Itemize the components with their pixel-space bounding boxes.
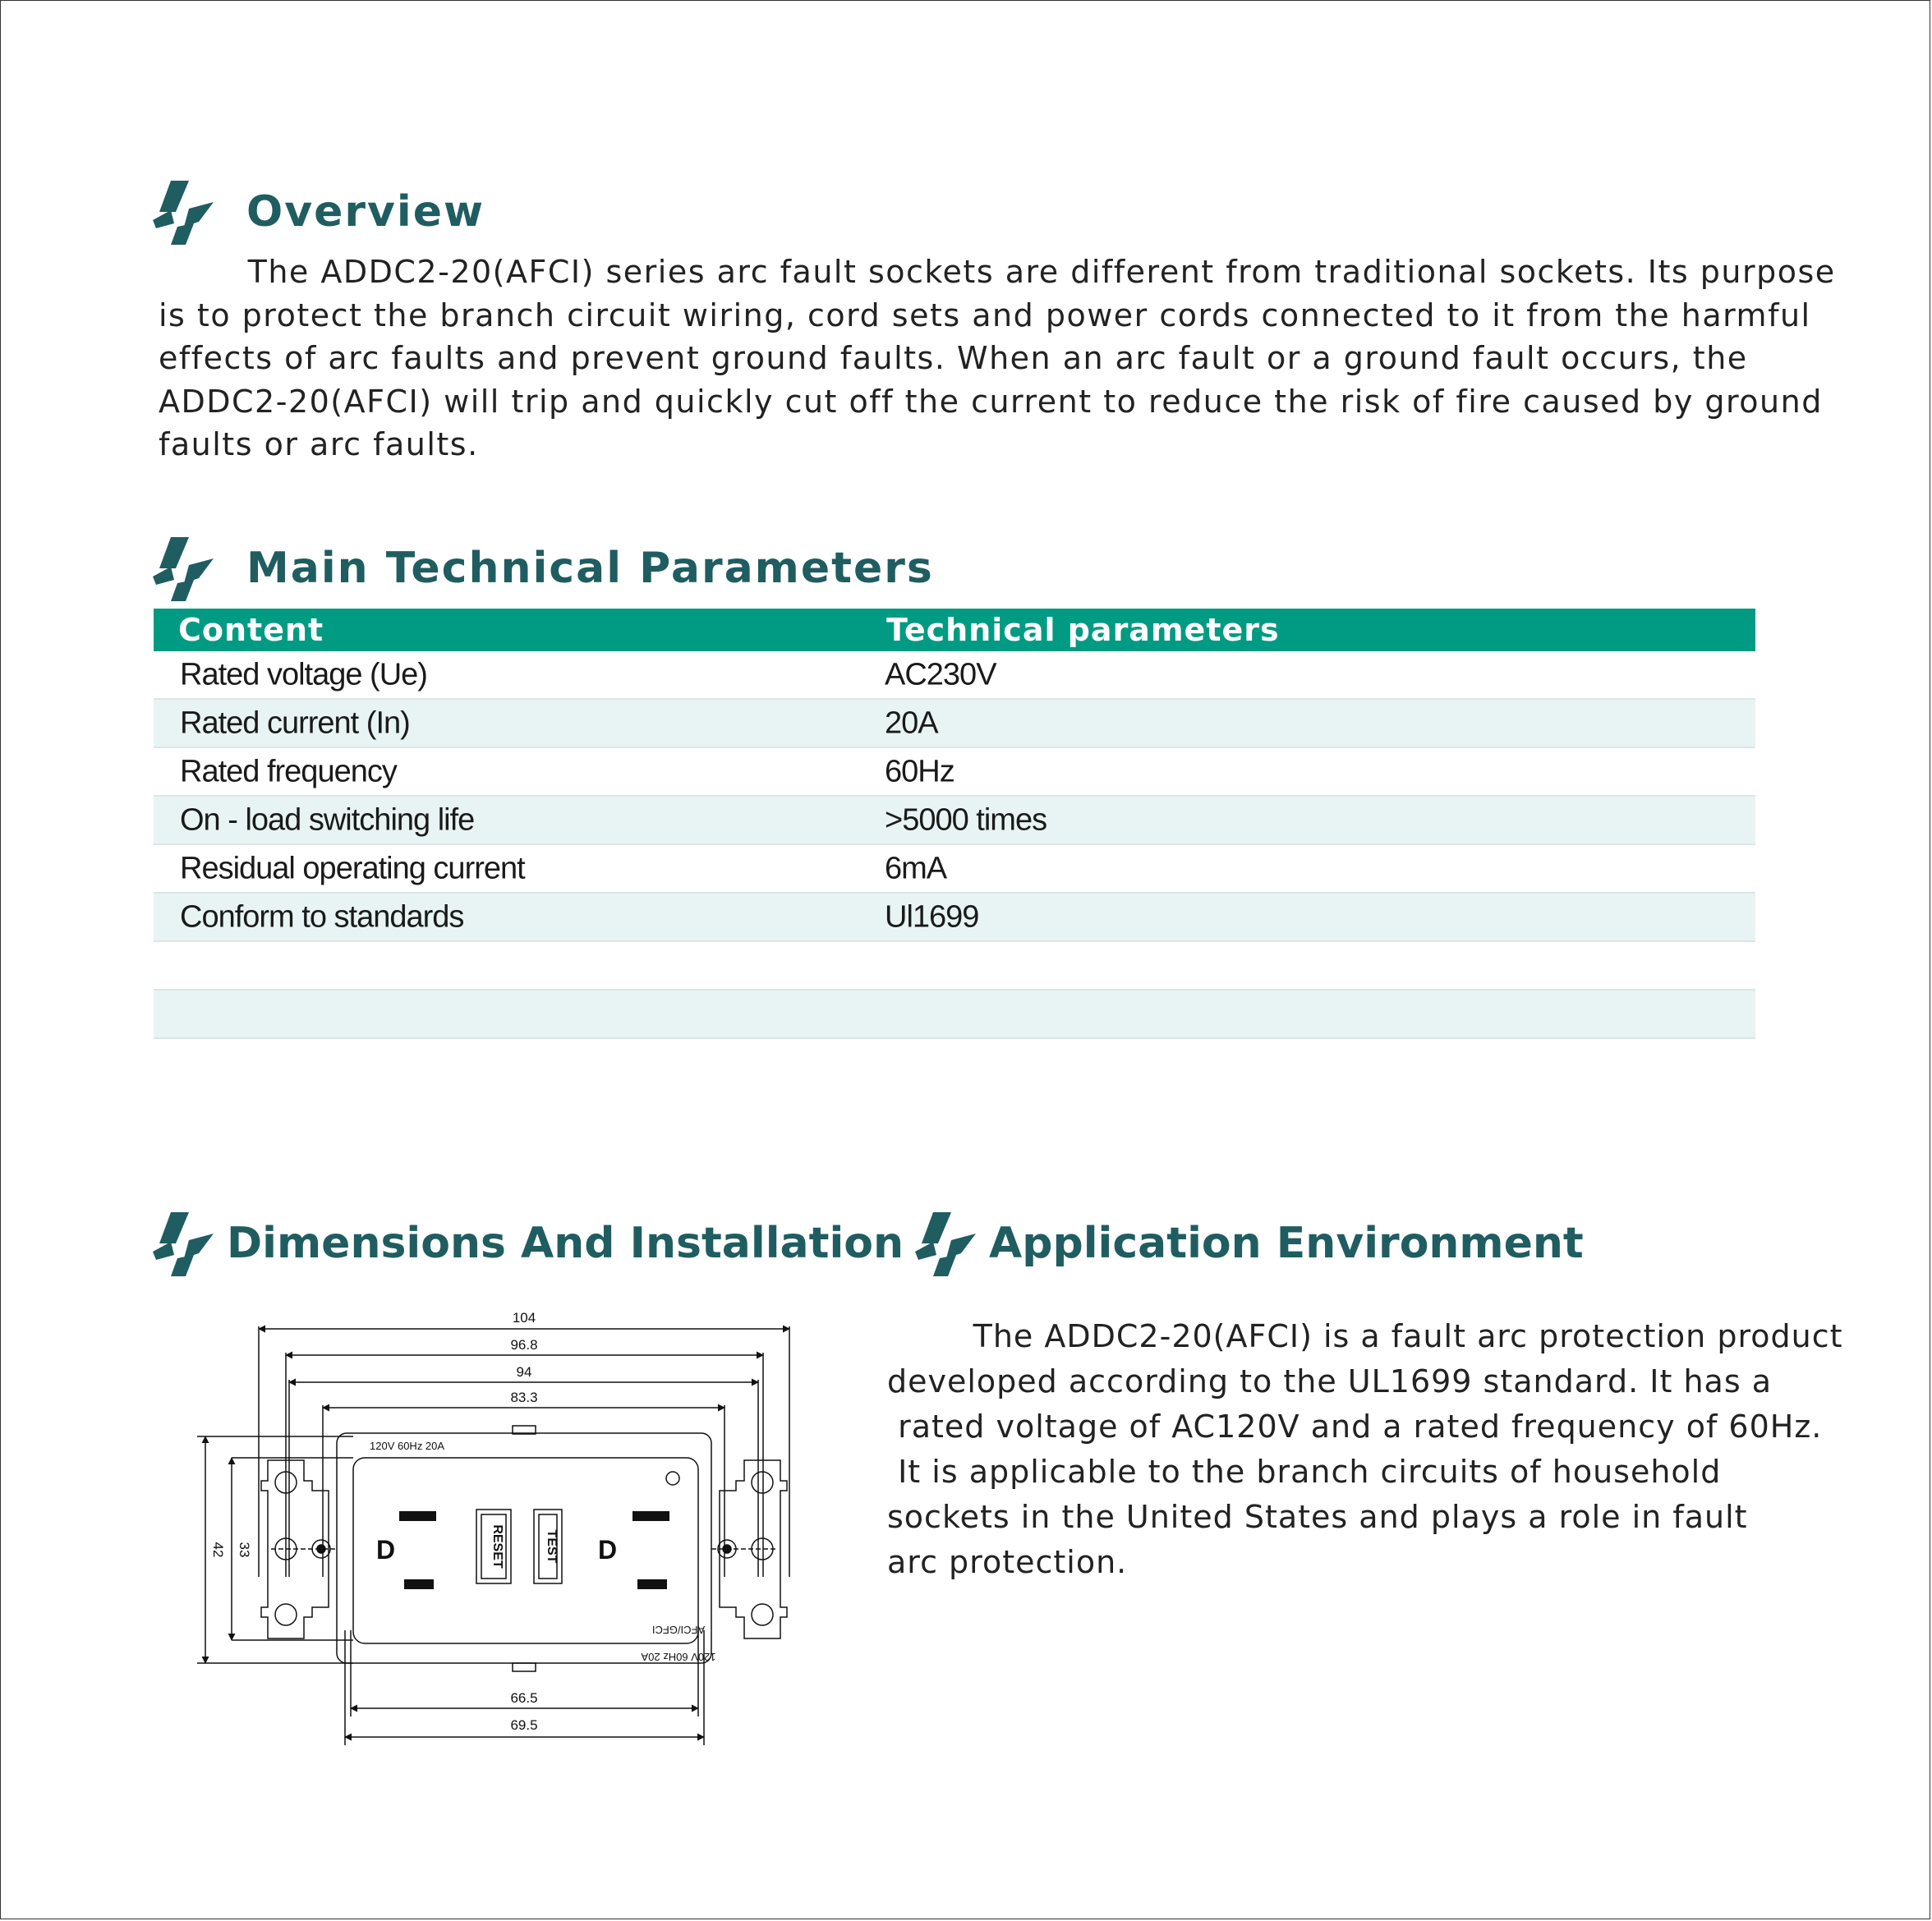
ground-slot-left: D	[376, 1535, 396, 1565]
dimension-drawing	[189, 1302, 813, 1753]
overview-title: Overview	[246, 187, 485, 237]
application-line: The ADDC2-20(AFCI) is a fault arc protection product	[887, 1318, 1843, 1354]
row-content: Rated voltage (Ue)	[180, 657, 427, 692]
table-row	[154, 942, 1755, 990]
dim-label-96-8: 96.8	[510, 1337, 538, 1353]
dim-label-94: 94	[516, 1364, 532, 1380]
overview-paragraph	[159, 250, 1836, 466]
application-line: It is applicable to the branch circuits of household	[887, 1454, 1722, 1490]
header-content: Content	[178, 612, 324, 648]
dim-label-104: 104	[512, 1310, 536, 1326]
row-value: 20A	[885, 705, 938, 740]
application-line: rated voltage of AC120V and a rated frequency of 60Hz.	[887, 1409, 1823, 1445]
dim-label-83-3: 83.3	[510, 1390, 538, 1405]
table-row	[154, 748, 1755, 797]
row-value: 60Hz	[885, 754, 954, 788]
application-line: developed according to the UL1699 standard. It has a	[887, 1363, 1772, 1399]
parameters-title: Main Technical Parameters	[246, 544, 934, 593]
dim-label-66-5: 66.5	[510, 1690, 538, 1706]
table-header	[154, 609, 1755, 651]
row-value: AC230V	[885, 657, 996, 692]
dim-label-42: 42	[210, 1542, 226, 1558]
brand-leaf-icon	[153, 534, 222, 603]
overview-line: is to protect the branch circuit wiring, cord sets and power cords connected to it from the harmful	[159, 296, 1811, 333]
row-value: 6mA	[885, 851, 947, 885]
application-heading	[915, 1209, 1584, 1278]
dim-label-69-5: 69.5	[510, 1717, 538, 1733]
table-row	[154, 700, 1755, 748]
brand-leaf-icon	[153, 177, 222, 246]
reset-button-label: RESET	[490, 1524, 504, 1569]
header-value: Technical parameters	[886, 612, 1280, 648]
overview-line: effects of arc faults and prevent ground faults. When an arc fault or a ground fault occurs, the	[159, 340, 1748, 376]
overview-heading	[153, 177, 485, 246]
row-content: Rated frequency	[180, 754, 397, 788]
row-content: Conform to standards	[180, 899, 464, 934]
table-row	[154, 797, 1755, 845]
brand-leaf-icon	[915, 1209, 984, 1278]
dimensions-title: Dimensions And Installation	[227, 1219, 904, 1268]
dimensions-heading	[153, 1209, 904, 1278]
overview-line: The ADDC2-20(AFCI) series arc fault sockets are different from traditional sockets. Its purpose	[159, 254, 1836, 290]
row-content: On - load switching life	[180, 802, 475, 837]
row-value: Ul1699	[885, 899, 979, 934]
application-line: arc protection.	[887, 1544, 1128, 1580]
parameters-table	[154, 609, 1755, 1039]
application-line: sockets in the United States and plays a role in fault	[887, 1499, 1748, 1535]
overview-line: faults or arc faults.	[159, 426, 479, 462]
row-content: Rated current (In)	[180, 705, 410, 740]
parameters-heading	[153, 534, 934, 603]
table-row	[154, 845, 1755, 894]
brand-leaf-icon	[153, 1209, 222, 1278]
application-title: Application Environment	[989, 1219, 1584, 1268]
rating-label-top: 120V 60Hz 20A	[370, 1440, 445, 1452]
test-button-label: TEST	[545, 1529, 559, 1564]
rating-label-bottom: 120V 60Hz 20A	[641, 1651, 716, 1663]
row-value: >5000 times	[885, 802, 1047, 837]
outlet-dimension-svg	[189, 1302, 813, 1753]
overview-line: ADDC2-20(AFCI) will trip and quickly cut off the current to reduce the risk of fire caused by ground	[159, 383, 1823, 420]
application-paragraph	[887, 1314, 1842, 1585]
dim-label-33: 33	[237, 1542, 252, 1558]
model-label: AFCI/GFCI	[651, 1624, 706, 1636]
table-row	[154, 651, 1755, 700]
row-content: Residual operating current	[180, 851, 525, 885]
ground-slot-right: D	[598, 1535, 618, 1565]
table-row	[154, 894, 1755, 942]
table-row	[154, 990, 1755, 1039]
